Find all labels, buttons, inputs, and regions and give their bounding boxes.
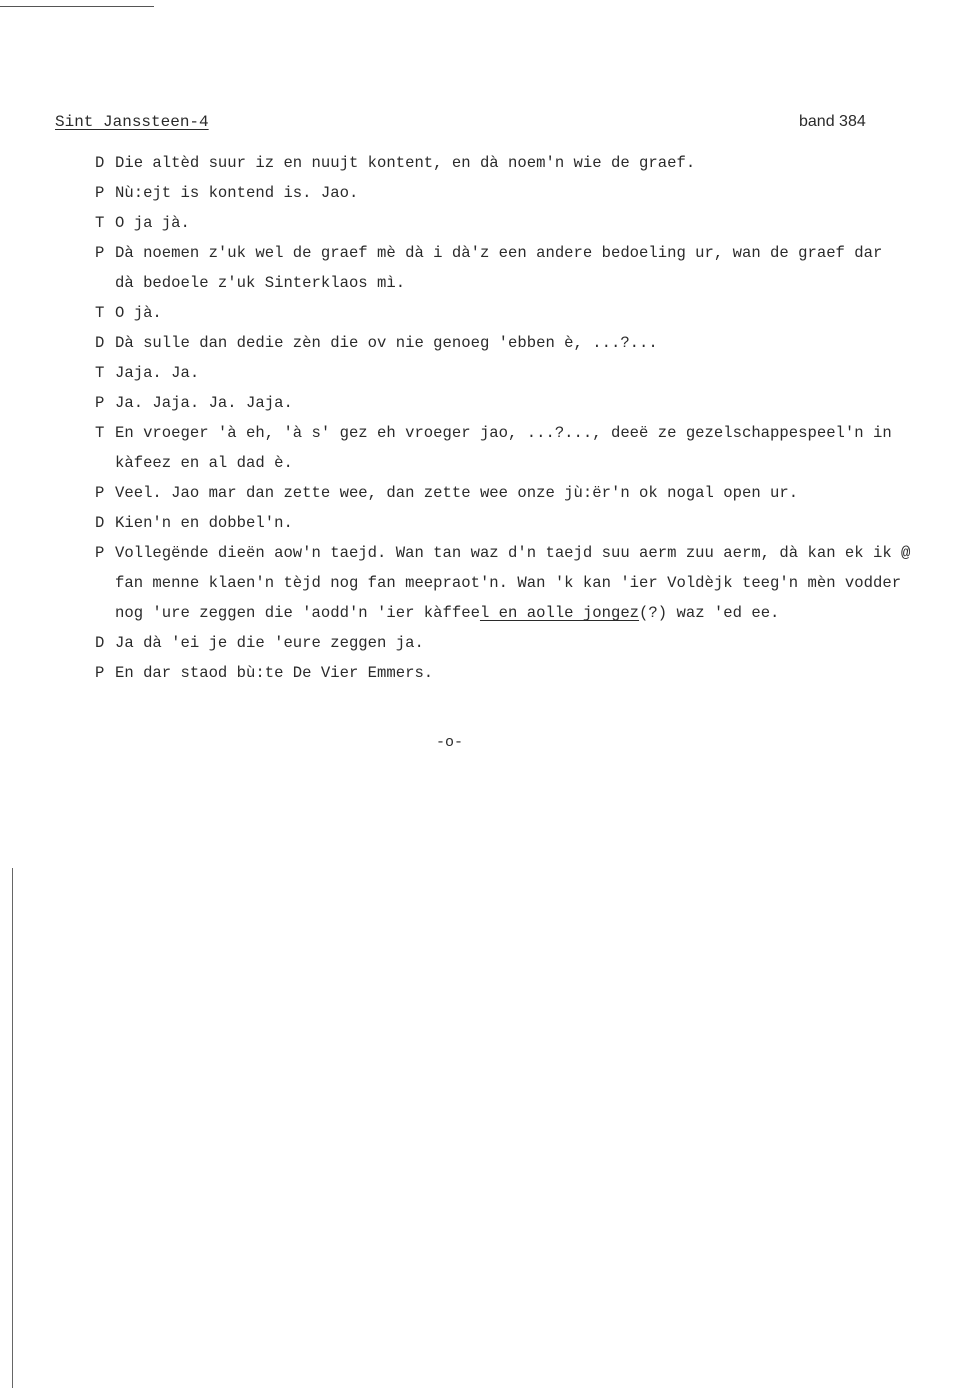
transcript-continuation-line — [95, 452, 965, 482]
speaker-label: T — [95, 364, 105, 382]
utterance-text: fan menne klaen'n tèjd nog fan meepraot'n. Wan 'k kan 'ier Voldèjk teeg'n mèn vodder — [115, 574, 902, 592]
transcript-line — [95, 362, 965, 392]
utterance-text: En vroeger 'à eh, 'à s' gez eh vroeger jao, ...?..., deeë ze gezelschappespeel'n in — [115, 424, 892, 442]
underlined-uncertain-text: l en aolle jongez — [479, 604, 640, 622]
speaker-label: T — [95, 304, 105, 322]
transcript-line — [95, 332, 965, 362]
speaker-label: D — [95, 514, 105, 532]
utterance-text: Kien'n en dobbel'n. — [115, 514, 293, 532]
transcript-line — [95, 632, 965, 662]
speaker-label: P — [95, 244, 105, 262]
transcript-line — [95, 662, 965, 692]
margin-rule — [12, 868, 13, 1388]
top-rule — [0, 6, 154, 7]
speaker-label: P — [95, 664, 105, 682]
transcript-continuation-line — [95, 602, 965, 632]
utterance-text: Veel. Jao mar dan zette wee, dan zette wee onze jù:ër'n ok nogal open ur. — [115, 484, 799, 502]
utterance-text: Nù:ejt is kontend is. Jao. — [115, 184, 359, 202]
transcript-line — [95, 392, 965, 422]
utterance-text: O ja jà. — [115, 214, 190, 232]
transcript-line — [95, 302, 965, 332]
transcript-line — [95, 512, 965, 542]
utterance-text: Ja dà 'ei je die 'eure zeggen ja. — [115, 634, 424, 652]
transcript-line — [95, 152, 965, 182]
transcript-line — [95, 542, 965, 572]
header-location: Sint Janssteen-4 — [55, 113, 209, 131]
speaker-label: P — [95, 394, 105, 412]
transcript — [95, 152, 965, 692]
end-mark: -o- — [436, 734, 464, 751]
utterance-text: kàfeez en al dad è. — [115, 454, 293, 472]
transcript-line — [95, 212, 965, 242]
speaker-label: D — [95, 634, 105, 652]
speaker-label: T — [95, 214, 105, 232]
transcript-line — [95, 242, 965, 272]
speaker-label: D — [95, 334, 105, 352]
speaker-label: P — [95, 184, 105, 202]
utterance-text: Ja. Jaja. Ja. Jaja. — [115, 394, 293, 412]
transcript-continuation-line — [95, 272, 965, 302]
utterance-text: Die altèd suur iz en nuujt kontent, en dà noem'n wie de graef. — [115, 154, 696, 172]
transcript-line — [95, 422, 965, 452]
speaker-label: P — [95, 484, 105, 502]
header-tape-number: band 384 — [799, 113, 866, 130]
utterance-text: Jaja. Ja. — [115, 364, 200, 382]
transcript-line — [95, 482, 965, 512]
utterance-text-before: nog 'ure zeggen die 'aodd'n 'ier kàffee — [115, 604, 480, 622]
speaker-label: D — [95, 154, 105, 172]
transcript-line — [95, 182, 965, 212]
utterance-text: Vollegënde dieën aow'n taejd. Wan tan waz d'n taejd suu aerm zuu aerm, dà kan ek ik @ — [115, 544, 911, 562]
utterance-text: O jà. — [115, 304, 162, 322]
speaker-label: P — [95, 544, 105, 562]
utterance-text-after: (?) waz 'ed ee. — [639, 604, 780, 622]
utterance-text: Dà sulle dan dedie zèn die ov nie genoeg 'ebben è, ...?... — [115, 334, 658, 352]
speaker-label: T — [95, 424, 105, 442]
transcript-continuation-line — [95, 572, 965, 602]
utterance-text: dà bedoele z'uk Sinterklaos mì. — [115, 274, 406, 292]
utterance-text: Dà noemen z'uk wel de graef mè dà i dà'z een andere bedoeling ur, wan de graef dar — [115, 244, 883, 262]
utterance-text: En dar staod bù:te De Vier Emmers. — [115, 664, 434, 682]
